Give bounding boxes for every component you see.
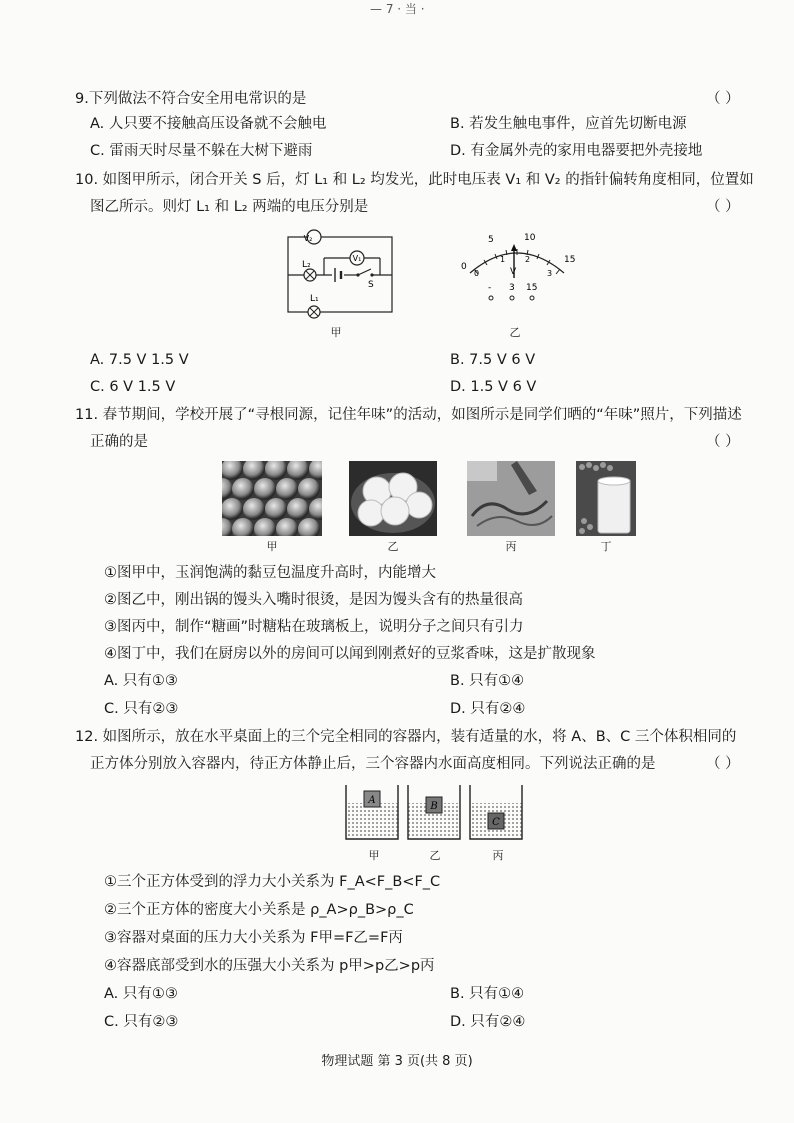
- photo-bing-sugar-painting: [467, 461, 555, 536]
- q12-statement-2: ②三个正方体的密度大小关系是 ρ_A>ρ_B>ρ_C: [104, 902, 414, 918]
- container-caption-yi: 乙: [429, 849, 441, 862]
- q9-option-a: A. 人只要不接触高压设备就不会触电: [90, 116, 327, 132]
- q11-option-a: A. 只有①③: [104, 673, 178, 689]
- photo-caption-jia: 甲: [266, 540, 278, 553]
- q11-stem-line1: 11. 春节期间，学校开展了“寻根同源，记住年味”的活动，如图所示是同学们晒的“年味”照片，下列描述: [75, 407, 742, 423]
- q9-option-b: B. 若发生触电事件，应首先切断电源: [450, 116, 687, 132]
- photo-jia-sticky-buns: [222, 461, 322, 536]
- containers-diagram: [340, 781, 532, 845]
- q10-answer-bracket: （ ）: [706, 199, 740, 215]
- q11-stem-line2: 正确的是: [90, 434, 148, 450]
- terminal-15: 15: [526, 283, 538, 293]
- q10-option-c: C. 6 V 1.5 V: [90, 379, 176, 395]
- q12-option-c: C. 只有②③: [104, 1014, 179, 1030]
- container-bing: [470, 785, 522, 839]
- q11-answer-bracket: （ ）: [706, 434, 740, 450]
- q10-stem-line1: 10. 如图甲所示，闭合开关 S 后，灯 L₁ 和 L₂ 均发光，此时电压表 V₁ 和 V₂ 的指针偏转角度相同，位置如: [75, 172, 754, 188]
- v1-label: V₁: [352, 254, 362, 263]
- container-caption-jia: 甲: [368, 849, 380, 862]
- container-yi: [408, 785, 460, 839]
- inner-tick-2: 2: [525, 255, 531, 264]
- block-a-label: A: [368, 795, 376, 806]
- q11-option-b: B. 只有①④: [450, 673, 525, 689]
- photo-ding-soy-milk: [576, 461, 636, 536]
- q11-statement-2: ②图乙中，刚出锅的馒头入嘴时很烫，是因为馒头含有的热量很高: [104, 592, 523, 608]
- v2-label: V₂: [303, 234, 313, 243]
- inner-tick-0: 0: [474, 269, 480, 278]
- q11-statement-4: ④图丁中，我们在厨房以外的房间可以闻到刚煮好的豆浆香味，这是扩散现象: [104, 646, 596, 662]
- outer-tick-0: 0: [461, 262, 467, 272]
- q12-option-d: D. 只有②④: [450, 1014, 526, 1030]
- q9-option-c: C. 雷雨天时尽量不躲在大树下避雨: [90, 143, 313, 159]
- block-b-label: B: [430, 801, 438, 812]
- q12-statement-1: ①三个正方体受到的浮力大小关系为 F_A<F_B<F_C: [104, 874, 441, 890]
- q9-answer-bracket: （ ）: [706, 91, 740, 107]
- circuit-diagram: [282, 225, 402, 320]
- l1-label: L₁: [310, 294, 319, 304]
- q12-option-a: A. 只有①③: [104, 986, 178, 1002]
- photo-caption-yi: 乙: [387, 540, 399, 553]
- q12-stem-line1: 12. 如图所示，放在水平桌面上的三个完全相同的容器内，装有适量的水，将 A、B、C 三个体积相同的: [75, 729, 737, 745]
- photo-yi-steamed-buns: [349, 461, 437, 536]
- dial-unit: V: [510, 267, 517, 277]
- circuit-caption: 甲: [330, 326, 342, 339]
- l2-label: L₂: [302, 260, 311, 270]
- q11-statement-3: ③图丙中，制作“糖画”时糖粘在玻璃板上，说明分子之间只有引力: [104, 619, 524, 635]
- q12-answer-bracket: （ ）: [706, 756, 740, 772]
- q12-statement-4: ④容器底部受到水的压强大小关系为 p甲>p乙>p丙: [104, 958, 435, 974]
- block-c-label: C: [492, 817, 500, 828]
- lamp-l2-icon: [304, 269, 316, 281]
- page-footer: 物理试题 第 3 页(共 8 页): [321, 1054, 473, 1069]
- q10-option-a: A. 7.5 V 1.5 V: [90, 352, 189, 368]
- q11-statement-1: ①图甲中，玉润饱满的黏豆包温度升高时，内能增大: [104, 565, 436, 581]
- outer-tick-5: 5: [488, 235, 494, 245]
- outer-tick-15: 15: [564, 255, 576, 265]
- q11-option-c: C. 只有②③: [104, 701, 179, 717]
- photo-caption-ding: 丁: [600, 540, 612, 553]
- q10-option-d: D. 1.5 V 6 V: [450, 379, 537, 395]
- q12-stem-line2: 正方体分别放入容器内，待正方体静止后，三个容器内水面高度相同。下列说法正确的是: [90, 756, 656, 772]
- outer-tick-10: 10: [524, 233, 536, 243]
- q12-option-b: B. 只有①④: [450, 986, 525, 1002]
- s-label: S: [368, 280, 374, 290]
- container-caption-bing: 丙: [492, 849, 504, 862]
- header-fragment: — 7 · 当 ·: [370, 2, 425, 16]
- q9-stem: 9.下列做法不符合安全用电常识的是: [75, 91, 307, 107]
- q10-option-b: B. 7.5 V 6 V: [450, 352, 536, 368]
- inner-tick-1: 1: [500, 255, 506, 264]
- dial-caption: 乙: [509, 326, 521, 339]
- voltmeter-dial: [452, 228, 582, 308]
- switch-s-icon: [356, 269, 373, 277]
- q9-option-d: D. 有金属外壳的家用电器要把外壳接地: [450, 143, 703, 159]
- container-jia: [346, 785, 398, 839]
- q12-statement-3: ③容器对桌面的压力大小关系为 F甲=F乙=F丙: [104, 930, 403, 946]
- terminal-neg: -: [488, 283, 492, 293]
- q10-stem-line2: 图乙所示。则灯 L₁ 和 L₂ 两端的电压分别是: [90, 199, 369, 215]
- lamp-l1-icon: [308, 306, 320, 318]
- q11-option-d: D. 只有②④: [450, 701, 526, 717]
- battery-icon: [335, 268, 341, 282]
- photo-caption-bing: 丙: [505, 540, 517, 553]
- inner-tick-3: 3: [547, 269, 553, 278]
- terminal-3: 3: [509, 283, 515, 293]
